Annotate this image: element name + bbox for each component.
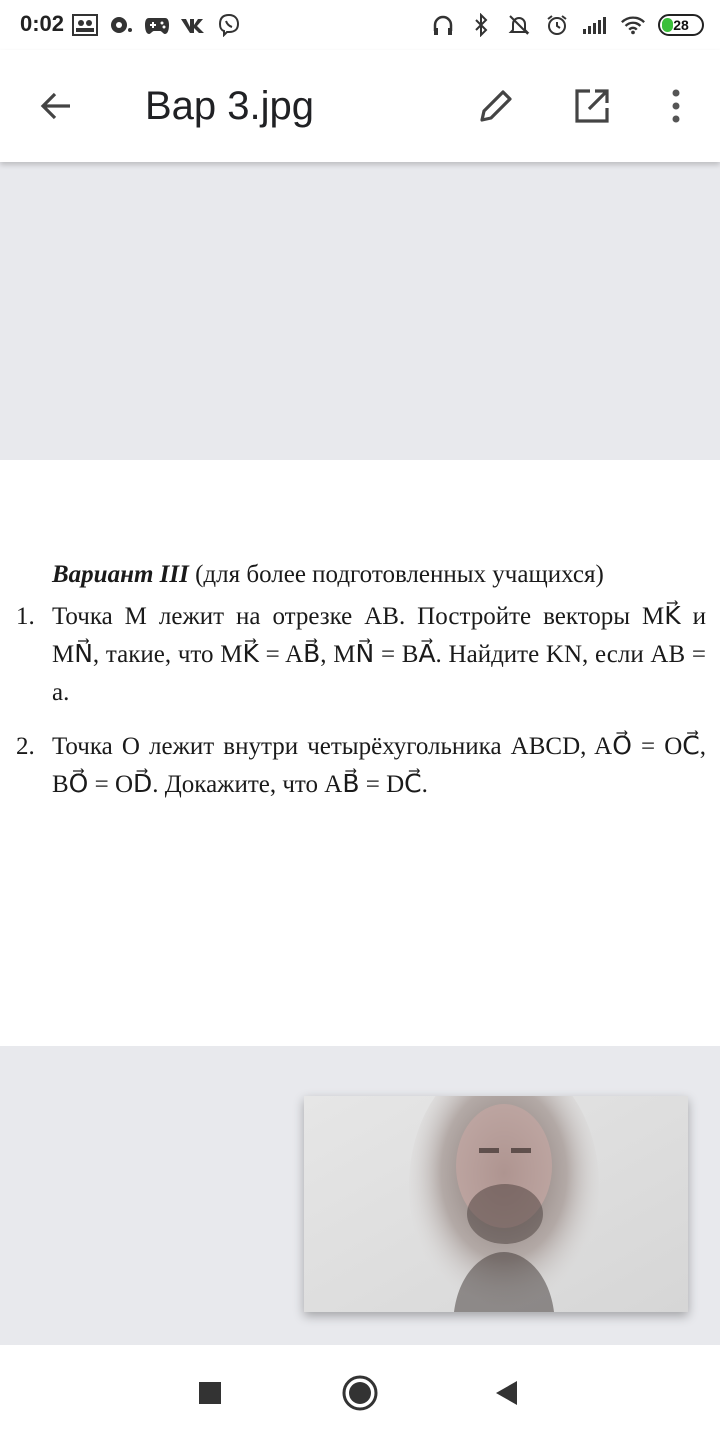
edit-pencil-icon [476, 86, 516, 126]
signal-icon [582, 12, 608, 38]
variant-heading-bold: Вариант III [52, 561, 189, 588]
status-right-icons [430, 12, 704, 38]
open-external-icon [572, 86, 612, 126]
problem-number: 2. [16, 733, 35, 760]
status-time: 0:02 [20, 11, 65, 36]
notification-group-icon [72, 12, 98, 38]
navigation-bar [0, 1345, 720, 1440]
document-text [16, 556, 706, 804]
home-circle-icon [341, 1374, 379, 1412]
battery-percent: 28 [673, 17, 689, 33]
video-call-overlay[interactable] [304, 1096, 688, 1312]
back-triangle-icon [493, 1379, 519, 1407]
back-button[interactable] [28, 80, 84, 132]
more-options-button[interactable] [650, 80, 702, 132]
video-call-thumbnail [304, 1096, 688, 1312]
image-viewer[interactable] [0, 162, 720, 1345]
problem-text: Точка M лежит на отрезке AB. Постройте векторы MK⃗ и MN⃗, такие, что MK⃗ = AB⃗, MN⃗ = BA⃗. Найдите KN, если AB = a. [52, 603, 706, 706]
more-vert-icon [670, 88, 682, 124]
file-title: Вар 3.jpg [145, 84, 315, 128]
recents-square-icon [198, 1381, 222, 1405]
home-button[interactable] [340, 1373, 380, 1413]
open-external-button[interactable] [566, 80, 618, 132]
problem-item [16, 728, 706, 804]
wifi-icon [620, 12, 646, 38]
bluetooth-icon [468, 12, 494, 38]
variant-heading [16, 556, 706, 594]
edit-button[interactable] [470, 80, 522, 132]
vk-icon [180, 12, 206, 38]
problem-text: Точка O лежит внутри четырёхугольника ABCD, AO⃗ = OC⃗, BO⃗ = OD⃗. Докажите, что AB⃗ = DC⃗. [52, 733, 706, 798]
recents-button[interactable] [190, 1373, 230, 1413]
app-bar [0, 50, 720, 162]
problem-item [16, 598, 706, 712]
alarm-icon [544, 12, 570, 38]
battery-icon [658, 14, 704, 36]
battery-fill [662, 18, 673, 32]
back-arrow-icon [38, 88, 74, 124]
document-image [0, 460, 720, 1046]
viber-icon [216, 12, 242, 38]
problem-number: 1. [16, 603, 35, 630]
headphones-icon [430, 12, 456, 38]
radio-icon [108, 12, 134, 38]
status-bar [0, 0, 720, 50]
status-left-icons [72, 12, 242, 38]
bell-muted-icon [506, 12, 532, 38]
back-nav-button[interactable] [486, 1373, 526, 1413]
variant-heading-rest: (для более подготовленных учащихся) [188, 561, 604, 588]
gamepad-icon [144, 12, 170, 38]
